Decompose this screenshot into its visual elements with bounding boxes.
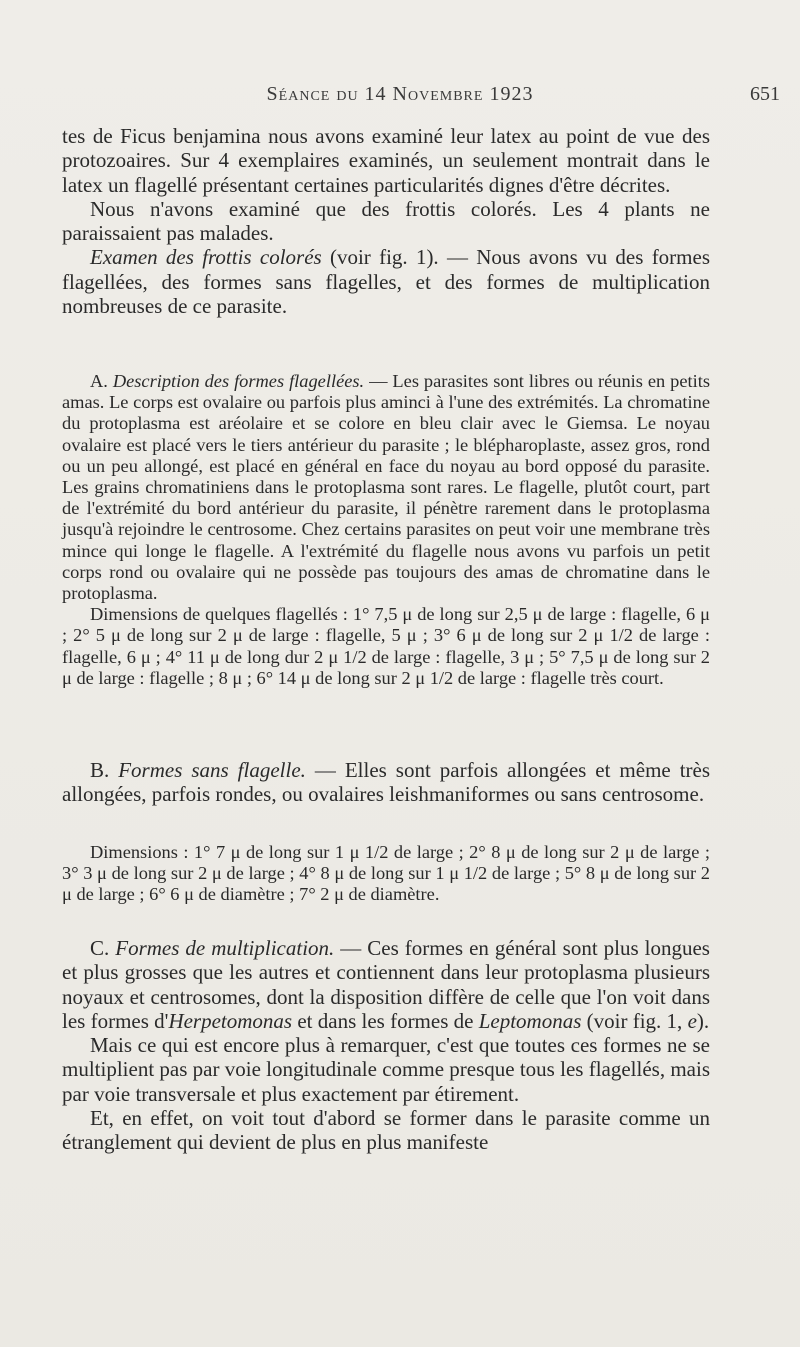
section-a [62, 371, 710, 689]
intro-paragraph-3 [62, 245, 710, 318]
genus-herpetomonas: Herpetomonas [168, 1008, 293, 1033]
section-c-text-4: ). [696, 1008, 710, 1033]
section-a-paragraph [62, 371, 710, 604]
section-c [62, 936, 710, 1155]
section-c-paragraph-1 [62, 936, 710, 1033]
section-c-text-1: — Ces formes en général sont plus longues et plus grosses que les autres et contiennent dans leur protoplasma plusieurs noyaux et centrosomes, dont la disposition diffère de celle que l'on voit dans les formes d' [62, 936, 710, 1033]
figure-letter: e [687, 1008, 697, 1033]
section-a-letter: A. [90, 371, 113, 391]
section-a-text: — Les parasites sont libres ou réunis en petits amas. Le corps est ovalaire ou parfois plus aminci à l'une des extrémités. La chromatine du protoplasma est aréolaire et se colore en bleu clair avec le Giemsa. Le noyau ovalaire est placé vers le tiers antérieur du parasite ; le blépharoplaste, assez gros, rond ou un peu allongé, est placé en général en face du noyau au bord opposé du parasite. Les grains chromatiniens dans le protoplasma sont rares. Le flagelle, plutôt court, part de l'extrémité du bord antérieur du parasite, il pénètre rarement dans le protoplasma jusqu'à rejoindre le centrosome. Chez certains parasites on peut voir une membrane très mince qui longe le flagelle. A l'extrémité du flagelle nous avons vu parfois un petit corps rond ou ovalaire qui ne possède pas toujours des amas de chromatine dans le protoplasma. [62, 371, 710, 604]
intro-paragraph-1: tes de Ficus benjamina nous avons examiné leur latex au point de vue des protozoaires. Sur 4 exemplaires examinés, un seulement montrait dans le latex un flagellé présentant certaines particularités dignes d'être décrites. [62, 124, 710, 197]
section-b-letter: B. [90, 758, 119, 782]
section-c-text-3: (voir fig. 1, [581, 1008, 688, 1033]
section-a-dimensions: Dimensions de quelques flagellés : 1° 7,5 μ de long sur 2,5 μ de large : flagelle, 6 μ ; 2° 5 μ de long sur 2 μ de large : flagelle, 5 μ ; 3° 6 μ de long sur 2 μ 1/2 de large : flagelle, 6 μ ; 4° 11 μ de long dur 2 μ 1/2 de large : flagelle, 3 μ ; 5° 7,5 μ de long sur 2 μ de large : flagelle ; 8 μ ; 6° 14 μ de long sur 2 μ 1/2 de large : flagelle très court. [62, 604, 710, 688]
section-c-paragraph-3: Et, en effet, on voit tout d'abord se former dans le parasite comme un étranglement qui devient de plus en plus manifeste [62, 1106, 710, 1155]
genus-leptomonas: Leptomonas [478, 1008, 582, 1033]
intro-paragraph-3-text: (voir fig. 1). — Nous avons vu des formes flagellées, des formes sans flagelles, et des formes de multiplication nombreuses de ce parasite. [62, 245, 711, 319]
section-b-dims-block [62, 842, 710, 906]
intro-block [62, 124, 710, 318]
page-number: 651 [750, 83, 780, 105]
section-b-text: — Elles sont parfois allongées et même très allongées, parfois rondes, ou ovalaires leishmaniformes ou sans centrosome. [62, 758, 711, 807]
section-b-paragraph [62, 758, 710, 807]
section-heading-examen: Examen des frottis colorés [90, 245, 322, 270]
intro-paragraph-2: Nous n'avons examiné que des frottis colorés. Les 4 plants ne paraissaient pas malades. [62, 196, 710, 246]
section-c-paragraph-2: Mais ce qui est encore plus à remarquer, c'est que toutes ces formes ne se multiplient pas par voie longitudinale comme presque tous les flagellés, mais par voie transversale et plus exactement par étirement. [62, 1033, 710, 1106]
section-c-letter: C. [90, 936, 116, 960]
section-b [62, 758, 710, 807]
section-a-heading: Description des formes flagellées. [112, 371, 365, 391]
section-c-heading: Formes de multiplication. [115, 936, 335, 960]
section-c-text-2: et dans les formes de [292, 1008, 479, 1033]
section-b-heading: Formes sans flagelle. [118, 758, 306, 782]
running-title: Séance du 14 Novembre 1923 [266, 83, 534, 105]
section-b-dimensions: Dimensions : 1° 7 μ de long sur 1 μ 1/2 de large ; 2° 8 μ de long sur 2 μ de large ; 3° 3 μ de long sur 2 μ de large ; 4° 8 μ de long sur 1 μ 1/2 de large ; 5° 8 μ de long sur 2 μ de large ; 6° 6 μ de diamètre ; 7° 2 μ de diamètre. [62, 842, 710, 905]
running-head [0, 83, 800, 113]
